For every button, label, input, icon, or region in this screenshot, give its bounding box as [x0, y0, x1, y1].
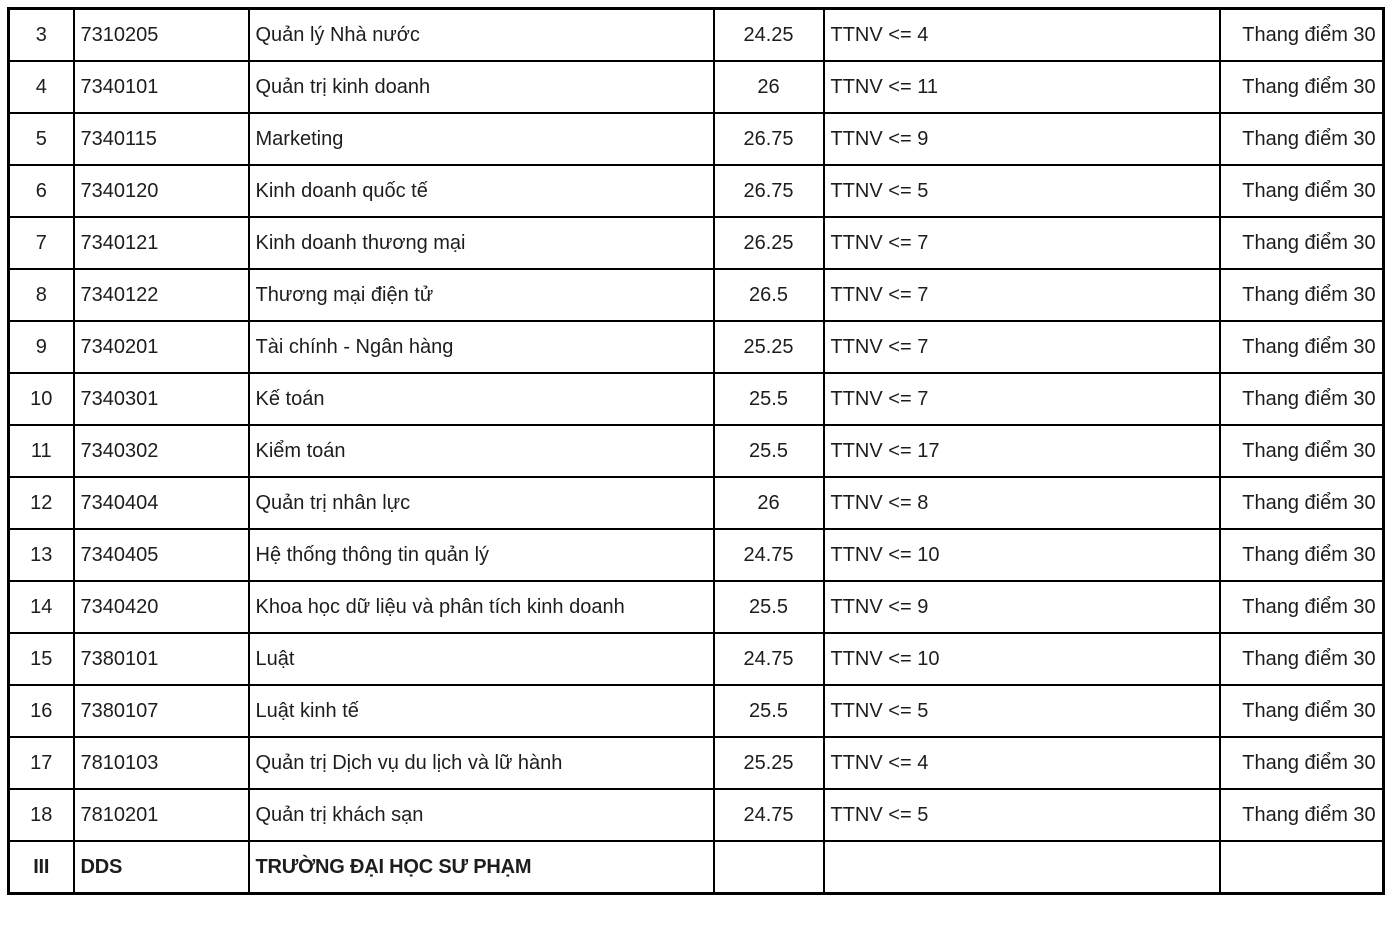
scale: [1220, 269, 1384, 321]
major-name: Kế toán: [249, 373, 714, 425]
table-row: [9, 373, 1384, 425]
note: TTNV <= 7: [824, 217, 1220, 269]
note: TTNV <= 17: [824, 425, 1220, 477]
row-number: 16: [9, 685, 74, 737]
scale: [1220, 633, 1384, 685]
table-row: [9, 737, 1384, 789]
table-row: [9, 789, 1384, 841]
row-number: 18: [9, 789, 74, 841]
scale: [1220, 373, 1384, 425]
major-code: 7340301: [74, 373, 249, 425]
scale: [1220, 737, 1384, 789]
table-row: [9, 633, 1384, 685]
major-code: 7340101: [74, 61, 249, 113]
scale-label: Thang điểm 30: [1242, 127, 1376, 150]
major-code: 7340122: [74, 269, 249, 321]
note: TTNV <= 7: [824, 373, 1220, 425]
note: TTNV <= 9: [824, 113, 1220, 165]
major-name: Luật kinh tế: [249, 685, 714, 737]
scale-label: Thang điểm 30: [1242, 179, 1376, 202]
row-number: 14: [9, 581, 74, 633]
major-name: Tài chính - Ngân hàng: [249, 321, 714, 373]
scale: [1220, 529, 1384, 581]
scale: [1220, 581, 1384, 633]
major-code: 7810201: [74, 789, 249, 841]
table-row: [9, 477, 1384, 529]
note: TTNV <= 5: [824, 685, 1220, 737]
row-number: 11: [9, 425, 74, 477]
row-number: 6: [9, 165, 74, 217]
table-row: [9, 529, 1384, 581]
table-row: [9, 269, 1384, 321]
score-table-body: [9, 9, 1384, 894]
major-name: TRƯỜNG ĐẠI HỌC SƯ PHẠM: [249, 841, 714, 894]
note: TTNV <= 10: [824, 529, 1220, 581]
table-row: [9, 685, 1384, 737]
major-name: Quản trị Dịch vụ du lịch và lữ hành: [249, 737, 714, 789]
table-row: [9, 321, 1384, 373]
row-number: 10: [9, 373, 74, 425]
score: 26: [714, 477, 824, 529]
score: 26.5: [714, 269, 824, 321]
major-code: 7380101: [74, 633, 249, 685]
scale: [1220, 477, 1384, 529]
admission-score-table: [7, 7, 1385, 895]
note: TTNV <= 5: [824, 789, 1220, 841]
major-name: Marketing: [249, 113, 714, 165]
score: 26.75: [714, 165, 824, 217]
table-row: [9, 165, 1384, 217]
scale-label: Thang điểm 30: [1242, 23, 1376, 46]
row-number: 3: [9, 9, 74, 62]
table-row: [9, 113, 1384, 165]
major-name: Quản trị kinh doanh: [249, 61, 714, 113]
scale-label: Thang điểm 30: [1242, 283, 1376, 306]
scale-label: Thang điểm 30: [1242, 75, 1376, 98]
scale-label: Thang điểm 30: [1242, 231, 1376, 254]
scale-label: Thang điểm 30: [1242, 751, 1376, 774]
scale: [1220, 217, 1384, 269]
scale-label: Thang điểm 30: [1242, 387, 1376, 410]
section-row: [9, 841, 1384, 894]
note: TTNV <= 11: [824, 61, 1220, 113]
score: 25.5: [714, 685, 824, 737]
table-row: [9, 61, 1384, 113]
major-name: Quản lý Nhà nước: [249, 9, 714, 62]
note: TTNV <= 10: [824, 633, 1220, 685]
score: 25.5: [714, 373, 824, 425]
major-code: 7310205: [74, 9, 249, 62]
row-number: 7: [9, 217, 74, 269]
row-number: 15: [9, 633, 74, 685]
major-name: Quản trị khách sạn: [249, 789, 714, 841]
major-code: 7340420: [74, 581, 249, 633]
score: 26: [714, 61, 824, 113]
major-name: Kinh doanh thương mại: [249, 217, 714, 269]
scale-label: Thang điểm 30: [1242, 647, 1376, 670]
score: 25.25: [714, 737, 824, 789]
scale-label: Thang điểm 30: [1242, 439, 1376, 462]
scale-label: Thang điểm 30: [1242, 491, 1376, 514]
table-row: [9, 425, 1384, 477]
score: 24.75: [714, 633, 824, 685]
row-number: 5: [9, 113, 74, 165]
score: 24.75: [714, 789, 824, 841]
note: [824, 841, 1220, 894]
scale-label: Thang điểm 30: [1242, 595, 1376, 618]
major-code: 7340120: [74, 165, 249, 217]
scale: [1220, 113, 1384, 165]
note: TTNV <= 5: [824, 165, 1220, 217]
row-number: 13: [9, 529, 74, 581]
major-code: 7340115: [74, 113, 249, 165]
scale-label: Thang điểm 30: [1242, 543, 1376, 566]
row-number: 4: [9, 61, 74, 113]
major-name: Luật: [249, 633, 714, 685]
row-number: 8: [9, 269, 74, 321]
major-code: 7810103: [74, 737, 249, 789]
score: 24.75: [714, 529, 824, 581]
score: 26.25: [714, 217, 824, 269]
scale: [1220, 841, 1384, 894]
note: TTNV <= 8: [824, 477, 1220, 529]
score: 25.5: [714, 581, 824, 633]
row-number: 17: [9, 737, 74, 789]
major-name: Khoa học dữ liệu và phân tích kinh doanh: [249, 581, 714, 633]
note: TTNV <= 7: [824, 321, 1220, 373]
table-row: [9, 9, 1384, 62]
note: TTNV <= 4: [824, 737, 1220, 789]
scale: [1220, 425, 1384, 477]
scale: [1220, 685, 1384, 737]
row-number: 12: [9, 477, 74, 529]
major-code: 7340404: [74, 477, 249, 529]
major-name: Hệ thống thông tin quản lý: [249, 529, 714, 581]
table-row: [9, 217, 1384, 269]
major-code: DDS: [74, 841, 249, 894]
scale-label: Thang điểm 30: [1242, 335, 1376, 358]
row-number: 9: [9, 321, 74, 373]
scale: [1220, 321, 1384, 373]
score: 25.5: [714, 425, 824, 477]
note: TTNV <= 9: [824, 581, 1220, 633]
note: TTNV <= 7: [824, 269, 1220, 321]
scale: [1220, 61, 1384, 113]
major-name: Thương mại điện tử: [249, 269, 714, 321]
major-code: 7380107: [74, 685, 249, 737]
major-name: Kiểm toán: [249, 425, 714, 477]
scale-label: Thang điểm 30: [1242, 803, 1376, 826]
note: TTNV <= 4: [824, 9, 1220, 62]
major-code: 7340201: [74, 321, 249, 373]
major-code: 7340121: [74, 217, 249, 269]
scale: [1220, 165, 1384, 217]
row-number: III: [9, 841, 74, 894]
score: 26.75: [714, 113, 824, 165]
major-code: 7340405: [74, 529, 249, 581]
score: 24.25: [714, 9, 824, 62]
scale: [1220, 9, 1384, 62]
table-row: [9, 581, 1384, 633]
score: 25.25: [714, 321, 824, 373]
score: [714, 841, 824, 894]
major-name: Quản trị nhân lực: [249, 477, 714, 529]
major-name: Kinh doanh quốc tế: [249, 165, 714, 217]
scale: [1220, 789, 1384, 841]
major-code: 7340302: [74, 425, 249, 477]
scale-label: Thang điểm 30: [1242, 699, 1376, 722]
